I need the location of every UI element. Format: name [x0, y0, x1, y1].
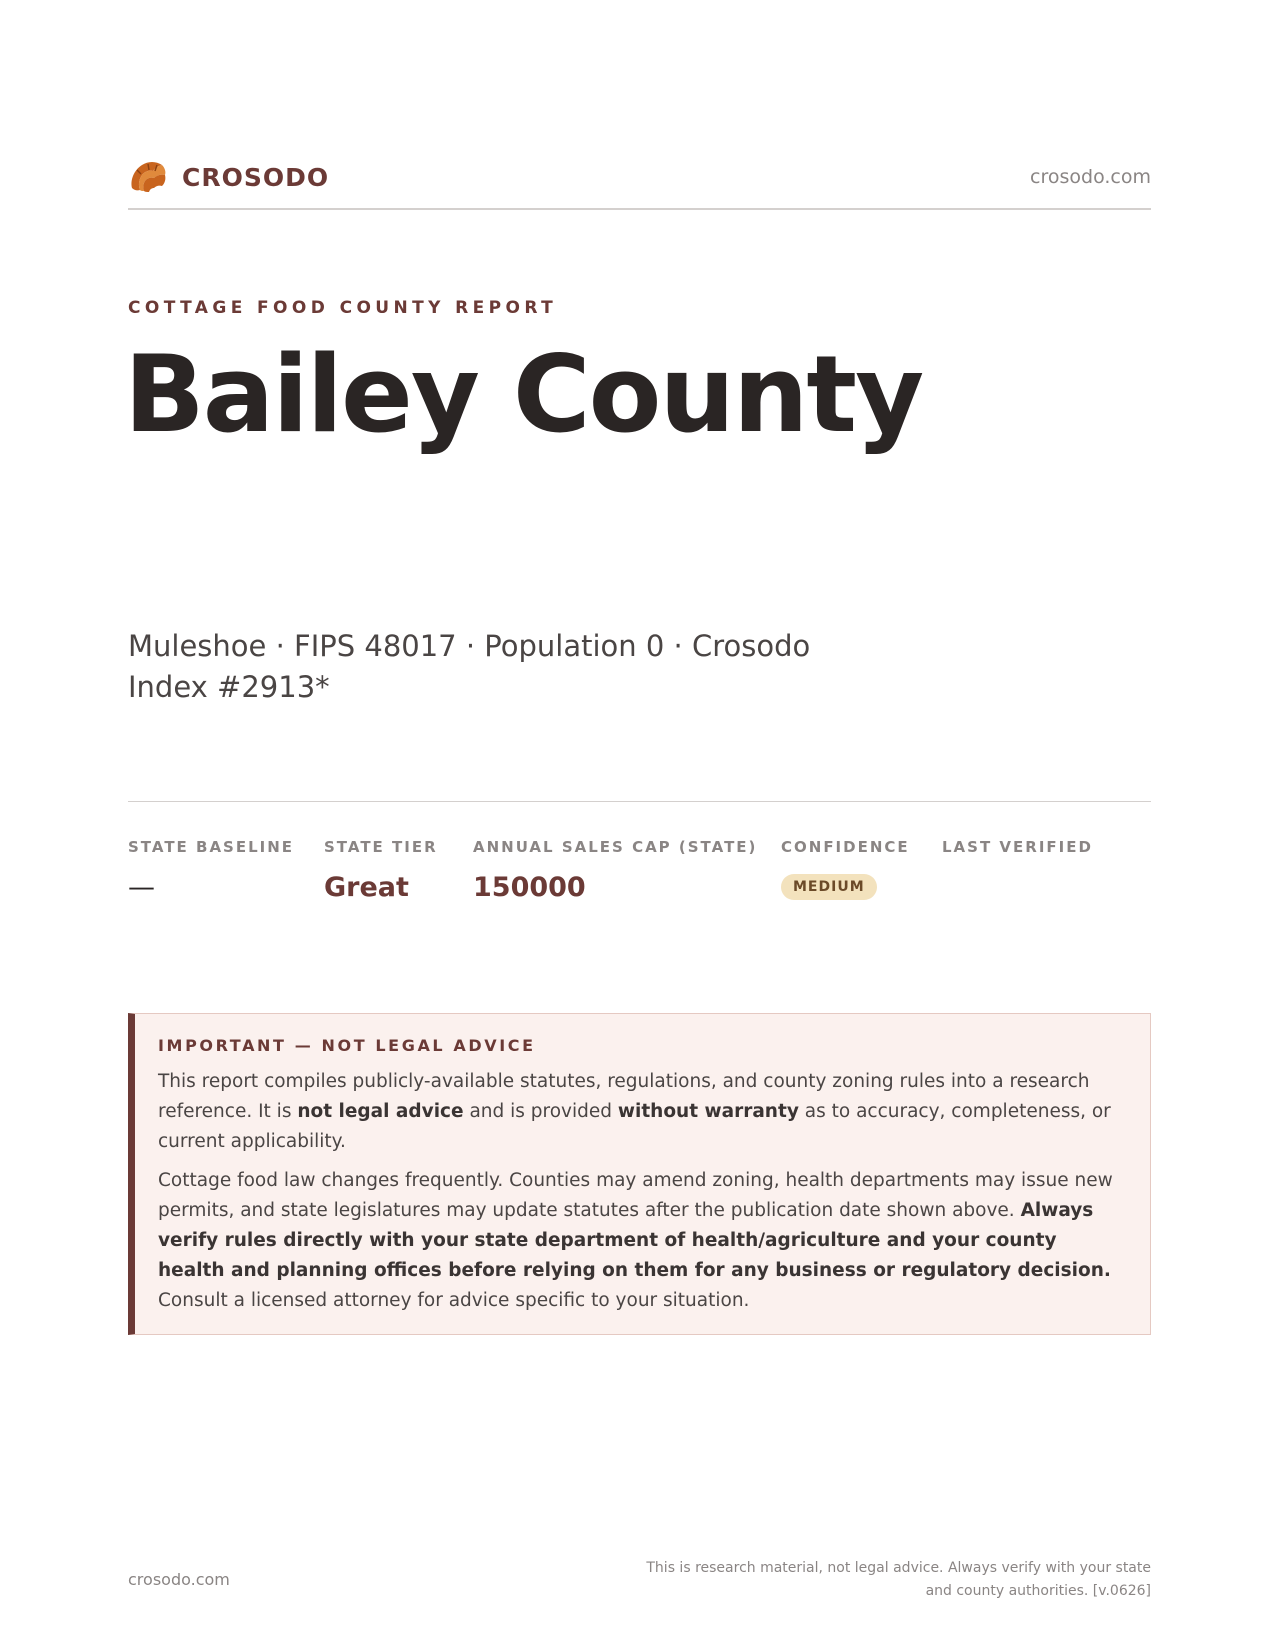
brand[interactable] — [128, 158, 329, 196]
stat-value: — — [128, 872, 155, 903]
stat-value: Great — [324, 872, 409, 903]
notice-emphasis: not legal advice — [297, 1101, 464, 1122]
notice-text: as to accuracy, completeness, or current applicability. — [158, 1101, 1111, 1152]
stat-label: LAST VERIFIED — [942, 838, 1093, 856]
section-divider — [128, 801, 1151, 802]
footer-disclaimer: This is research material, not legal advice. Always verify with your state and county authorities. [v.0626] — [646, 1560, 1151, 1599]
stat-state-baseline — [128, 838, 294, 903]
notice-text: Consult a licensed attorney for advice specific to your situation. — [158, 1290, 750, 1311]
stat-label: CONFIDENCE — [781, 838, 910, 856]
notice-emphasis: without warranty — [617, 1101, 799, 1122]
report-page — [124, 0, 1151, 1650]
notice-text: This report compiles publicly-available statutes, regulations, and county zoning rules into a research reference. It is — [158, 1071, 1090, 1122]
notice-emphasis: Always verify rules directly with your state department of health/agriculture and your county health and planning offices before relying on them for any business or regulatory decision. — [158, 1200, 1111, 1281]
stat-value: 150000 — [473, 872, 586, 903]
notice-paragraph — [158, 1067, 1126, 1157]
brand-name: CROSODO — [182, 162, 330, 192]
stat-confidence — [781, 838, 910, 900]
notice-text: Cottage food law changes frequently. Counties may amend zoning, health departments may issue new permits, and state legislatures may update statutes after the publication date shown above. — [158, 1170, 1113, 1221]
legal-notice — [128, 1013, 1151, 1335]
stat-label: STATE TIER — [324, 838, 438, 856]
site-url[interactable]: crosodo.com — [1030, 166, 1151, 188]
page-title: Bailey County — [124, 333, 923, 456]
notice-text: and is provided — [463, 1101, 618, 1122]
footer-url[interactable]: crosodo.com — [128, 1570, 230, 1589]
stat-sales-cap — [473, 838, 757, 903]
notice-paragraph — [158, 1166, 1126, 1316]
page-header — [128, 158, 1151, 210]
stat-label: ANNUAL SALES CAP (STATE) — [473, 838, 758, 856]
status-badge: MEDIUM — [781, 874, 877, 900]
stat-label: STATE BASELINE — [128, 838, 295, 856]
report-subtitle: Muleshoe · FIPS 48017 · Population 0 · Crosodo Index #2913* — [128, 629, 811, 704]
stat-last-verified — [942, 838, 1093, 872]
croissant-icon — [128, 158, 168, 196]
report-eyebrow: COTTAGE FOOD COUNTY REPORT — [128, 298, 558, 318]
stat-state-tier — [324, 838, 438, 903]
notice-title: IMPORTANT — NOT LEGAL ADVICE — [158, 1036, 536, 1055]
